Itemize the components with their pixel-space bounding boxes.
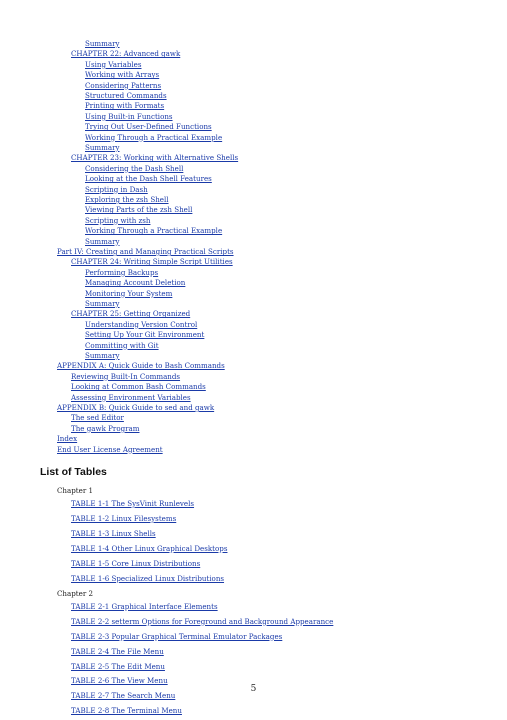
toc-link[interactable]: CHAPTER 24: Writing Simple Script Utilities	[71, 257, 233, 267]
table-link[interactable]: TABLE 1-1 The SysVinit Runlevels	[71, 499, 195, 508]
toc-link[interactable]: Looking at Common Bash Commands	[71, 382, 206, 392]
toc-link[interactable]: CHAPTER 22: Advanced gawk	[71, 49, 181, 59]
toc-link[interactable]: Setting Up Your Git Environment	[85, 330, 205, 340]
chapter-label: Chapter 2	[57, 588, 93, 598]
toc-link[interactable]: APPENDIX A: Quick Guide to Bash Commands	[57, 361, 225, 371]
toc-link[interactable]: Structured Commands	[85, 91, 167, 100]
toc-link[interactable]: Monitoring Your System	[85, 288, 173, 298]
toc-link[interactable]: Working Through a Practical Example	[85, 226, 223, 236]
table-link[interactable]: TABLE 2-5 The Edit Menu	[71, 661, 165, 671]
toc-link[interactable]: Performing Backups	[85, 267, 159, 277]
table-link[interactable]: TABLE 2-1 Graphical Interface Elements	[71, 601, 218, 611]
table-link[interactable]: TABLE 1-4 Other Linux Graphical Desktops	[71, 543, 228, 553]
toc-link[interactable]: Summary	[85, 39, 120, 48]
table-link[interactable]: TABLE 2-2 setterm Options for Foreground and Background Appearance	[71, 616, 334, 626]
page-number: 5	[250, 684, 257, 694]
table-link[interactable]: TABLE 1-2 Linux Filesystems	[71, 513, 177, 523]
toc-link[interactable]: Using Built-in Functions	[85, 111, 173, 121]
toc-link[interactable]: The sed Editor	[71, 413, 124, 423]
table-link[interactable]: TABLE 2-6 The View Menu	[71, 676, 168, 686]
toc-link[interactable]: Summary	[85, 351, 120, 360]
table-link[interactable]: TABLE 2-4 The File Menu	[71, 646, 164, 656]
toc-link[interactable]: Index	[57, 434, 78, 444]
toc-link[interactable]: Scripting in Dash	[85, 184, 148, 194]
toc-link[interactable]: Exploring the zsh Shell	[85, 195, 169, 204]
toc-link[interactable]: Managing Account Deletion	[85, 278, 186, 288]
toc-link[interactable]: CHAPTER 25: Getting Organized	[71, 309, 191, 319]
toc-link[interactable]: Working with Arrays	[85, 70, 160, 80]
table-link[interactable]: TABLE 1-5 Core Linux Distributions	[71, 558, 201, 568]
toc-link[interactable]: Committing with Git	[85, 340, 159, 350]
toc-link[interactable]: Summary	[85, 143, 120, 152]
table-link[interactable]: TABLE 1-3 Linux Shells	[71, 528, 156, 538]
toc-link[interactable]: Printing with Formats	[85, 101, 165, 111]
toc-link[interactable]: Trying Out User-Defined Functions	[85, 122, 212, 132]
toc-link[interactable]: Summary	[85, 236, 120, 246]
toc-link[interactable]: Scripting with zsh	[85, 215, 151, 225]
toc-link[interactable]: Understanding Version Control	[85, 319, 198, 329]
toc-link[interactable]: Reviewing Built-In Commands	[71, 371, 181, 381]
toc-link[interactable]: Considering Patterns	[85, 80, 162, 90]
table-link[interactable]: TABLE 2-3 Popular Graphical Terminal Emulator Packages	[71, 631, 283, 641]
table-link[interactable]: TABLE 2-7 The Search Menu	[71, 691, 176, 701]
toc-link[interactable]: The gawk Program	[71, 423, 140, 433]
chapter-label: Chapter 1	[57, 486, 93, 495]
table-link[interactable]: TABLE 1-6 Specialized Linux Distributions	[71, 573, 225, 583]
toc-link[interactable]: End User License Agreement	[57, 444, 163, 454]
toc-link[interactable]: Assessing Environment Variables	[71, 392, 191, 402]
list-of-tables-heading: List of Tables	[40, 466, 107, 478]
toc-link[interactable]: Viewing Parts of the zsh Shell	[85, 205, 193, 215]
toc-link[interactable]: Working Through a Practical Example	[85, 132, 223, 142]
toc-link[interactable]: Looking at the Dash Shell Features	[85, 174, 212, 184]
toc-link[interactable]: Using Variables	[85, 59, 142, 69]
table-link[interactable]: TABLE 2-8 The Terminal Menu	[71, 706, 182, 716]
toc-link[interactable]: Summary	[85, 299, 120, 308]
toc-link[interactable]: Part IV: Creating and Managing Practical Scripts	[57, 247, 234, 256]
toc-link[interactable]: Considering the Dash Shell	[85, 163, 184, 173]
toc-link[interactable]: APPENDIX B: Quick Guide to sed and gawk	[57, 403, 215, 412]
toc-link[interactable]: CHAPTER 23: Working with Alternative Shells	[71, 153, 239, 163]
